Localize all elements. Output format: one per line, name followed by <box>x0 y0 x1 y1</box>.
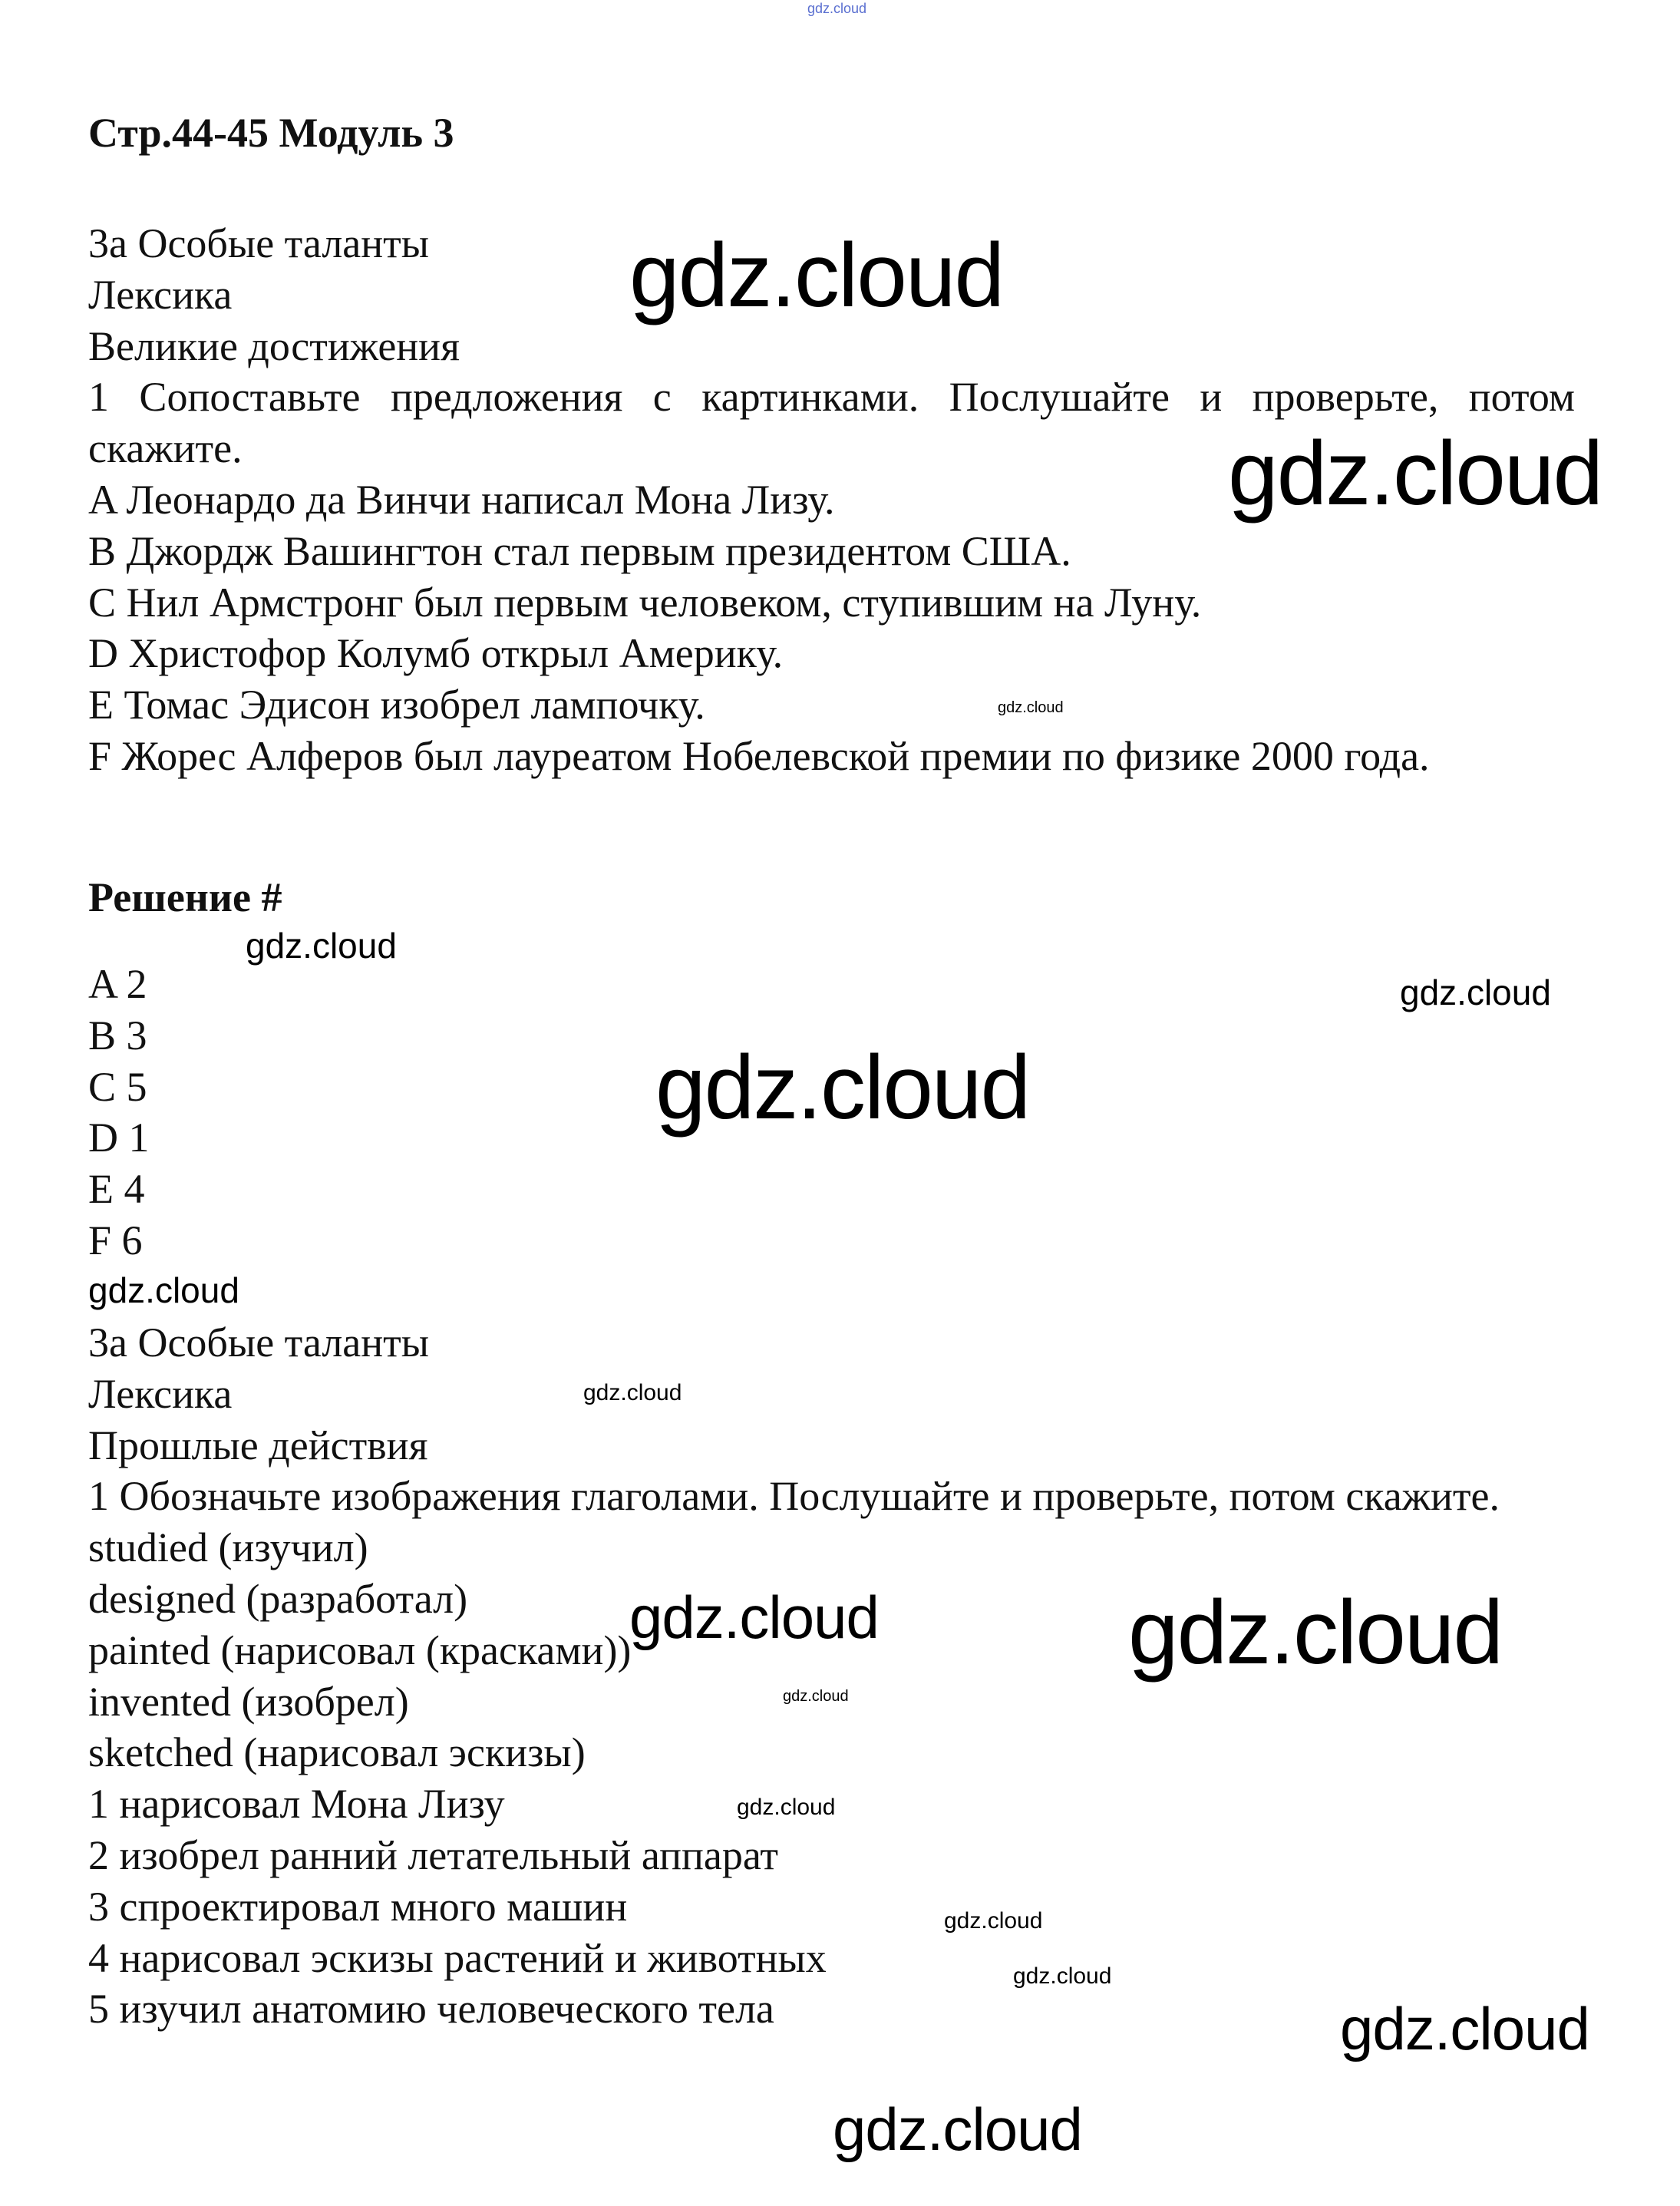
verb-item: studied (изучил) <box>88 1524 368 1571</box>
answer: B 3 <box>88 1012 147 1058</box>
answer: D 1 <box>88 1115 150 1161</box>
watermark: gdz.cloud <box>807 1 867 16</box>
answer: C 5 <box>88 1063 147 1110</box>
watermark: gdz.cloud <box>998 699 1064 716</box>
task1-item: F Жорес Алферов был лауреатом Нобелевской премии по физике 2000 года. <box>88 732 1430 779</box>
task2-item: 3 спроектировал много машин <box>88 1883 628 1930</box>
watermark: gdz.cloud <box>88 1270 239 1310</box>
answer: F 6 <box>88 1217 143 1263</box>
verb-item: invented (изобрел) <box>88 1678 409 1725</box>
watermark: gdz.cloud <box>629 225 1004 326</box>
task2-item: 5 изучил анатомию человеческого тела <box>88 1986 774 2033</box>
watermark: gdz.cloud <box>944 1908 1043 1934</box>
answer: E 4 <box>88 1166 145 1213</box>
task2-item: 1 нарисовал Мона Лизу <box>88 1781 505 1828</box>
verb-item: designed (разработал) <box>88 1575 468 1622</box>
watermark: gdz.cloud <box>655 1037 1030 1138</box>
watermark: gdz.cloud <box>629 1583 879 1651</box>
watermark: gdz.cloud <box>833 2095 1082 2163</box>
task2-line: Лексика <box>88 1370 233 1417</box>
watermark: gdz.cloud <box>1400 973 1551 1012</box>
task1-item: A Леонардо да Винчи написал Мона Лизу. <box>88 476 835 523</box>
page-title: Стр.44-45 Модуль 3 <box>88 110 454 156</box>
watermark: gdz.cloud <box>583 1380 682 1405</box>
task1-item: C Нил Армстронг был первым человеком, ступившим на Луну. <box>88 579 1202 626</box>
task1-item: B Джордж Вашингтон стал первым президентом США. <box>88 527 1071 574</box>
solution-heading: Решение # <box>88 874 282 920</box>
task2-item: 4 нарисовал эскизы растений и животных <box>88 1934 827 1981</box>
task1-item: E Томас Эдисон изобрел лампочку. <box>88 682 705 728</box>
watermark: gdz.cloud <box>1013 1963 1112 1989</box>
task2-instruction: 1 Обозначьте изображения глаголами. Послушайте и проверьте, потом скажите. <box>88 1473 1500 1520</box>
task2-line: Прошлые действия <box>88 1422 428 1468</box>
task1-line: Великие достижения <box>88 322 460 369</box>
task1-item: D Христофор Колумб открыл Америку. <box>88 630 784 677</box>
watermark: gdz.cloud <box>1228 423 1602 524</box>
task2-line: 3a Особые таланты <box>88 1319 430 1366</box>
watermark: gdz.cloud <box>1340 1995 1589 2062</box>
answer: A 2 <box>88 961 147 1007</box>
task2-item: 2 изобрел ранний летательный аппарат <box>88 1831 779 1878</box>
verb-item: painted (нарисовал (красками)) <box>88 1626 632 1673</box>
watermark: gdz.cloud <box>737 1795 836 1820</box>
task1-line: Лексика <box>88 271 233 318</box>
watermark: gdz.cloud <box>246 926 397 966</box>
watermark: gdz.cloud <box>1128 1582 1503 1683</box>
task1-line: 3a Особые таланты <box>88 220 430 266</box>
watermark: gdz.cloud <box>783 1688 849 1705</box>
task1-instruction: 1 Сопоставьте предложения с картинками. Послушайте и проверьте, потом скажите. <box>88 374 1575 472</box>
verb-item: sketched (нарисовал эскизы) <box>88 1729 586 1776</box>
